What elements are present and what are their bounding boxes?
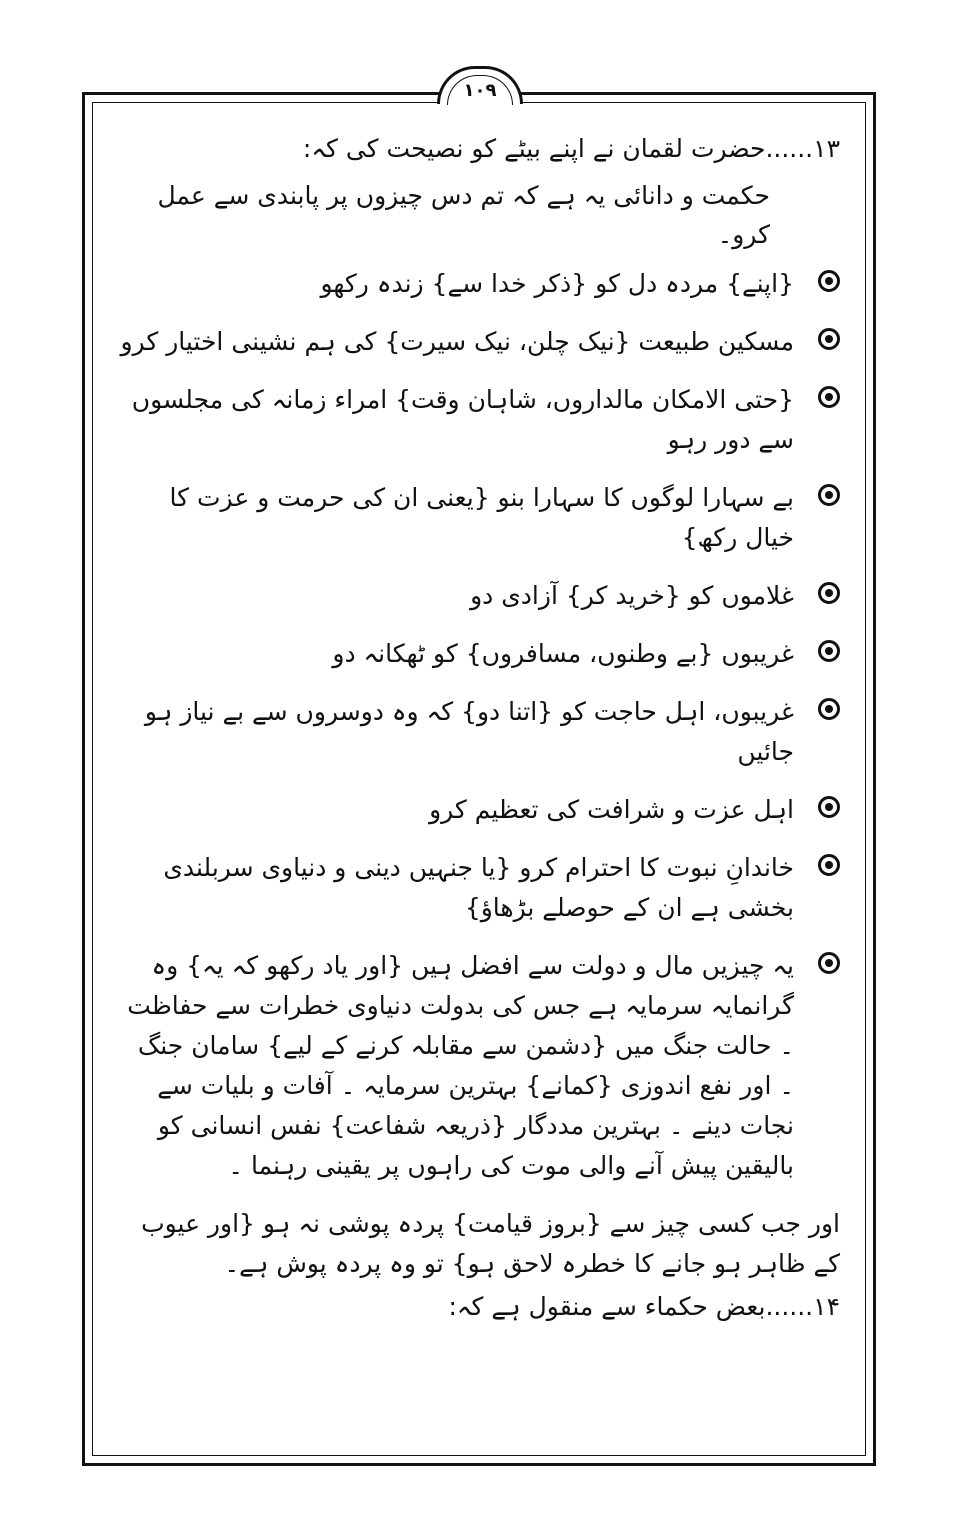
list-item-text: اہل عزت و شرافت کی تعظیم کرو	[429, 795, 794, 825]
list-item	[118, 264, 840, 304]
list-item	[118, 380, 840, 460]
list-item	[118, 692, 840, 772]
list-item	[118, 576, 840, 616]
bullet-icon	[818, 698, 840, 720]
advice-list	[118, 264, 840, 1186]
list-item-text: غلاموں کو {خرید کر} آزادی دو	[470, 581, 794, 611]
section-heading-14: ۱۴......بعض حکماء سے منقول ہے کہ:	[448, 1292, 840, 1322]
bullet-icon	[818, 270, 840, 292]
list-item	[118, 322, 840, 362]
list-item	[118, 946, 840, 1186]
intro-text: حکمت و دانائی یہ ہے کہ تم دس چیزوں پر پابندی سے عمل کرو۔	[157, 180, 770, 249]
bullet-icon	[818, 328, 840, 350]
list-item-text: {حتی الامکان مالداروں، شاہان وقت} امراء زمانہ کی مجلسوں سے دور رہو	[131, 385, 794, 455]
bullet-icon	[818, 796, 840, 818]
bullet-icon	[818, 386, 840, 408]
bullet-icon	[818, 582, 840, 604]
list-item-text: مسکین طبیعت {نیک چلن، نیک سیرت} کی ہم نشینی اختیار کرو	[120, 327, 794, 357]
list-item	[118, 634, 840, 674]
bullet-icon	[818, 484, 840, 506]
list-item-text: بے سہارا لوگوں کا سہارا بنو {یعنی ان کی حرمت و عزت کا خیال رکھ}	[169, 483, 794, 553]
list-item-text: خاندانِ نبوت کا احترام کرو {یا جنہیں دینی و دنیاوی سربلندی بخشی ہے ان کے حوصلے بڑھاؤ}	[163, 853, 794, 923]
page-number: ۱۰۹	[447, 75, 513, 105]
bullet-icon	[818, 854, 840, 876]
bullet-icon	[818, 952, 840, 974]
list-item-text: یہ چیزیں مال و دولت سے افضل ہیں {اور یاد رکھو کہ یہ} وہ گرانمایہ سرمایہ ہے جس کی بدولت دنیاوی خطرات سے حفاظت ۔ حالت جنگ میں {دشمن سے مقابلہ کرنے کے لیے} سامان جنگ ۔ اور نفع اندوزی {کمانے} بہترین سرمایہ ۔ آفات و بلیات سے نجات دینے ۔ بہترین مددگار {ذریعہ شفاعت} نفس انسانی کو بالیقین پیش آنے والی موت کی راہوں پر یقینی رہنما ۔	[127, 951, 794, 1181]
list-item	[118, 848, 840, 928]
list-item-text: غریبوں {بے وطنوں، مسافروں} کو ٹھکانہ دو	[332, 639, 794, 669]
list-item-text: غریبوں، اہل حاجت کو {اتنا دو} کہ وہ دوسروں سے بے نیاز ہو جائیں	[144, 697, 794, 767]
page-content	[118, 130, 840, 1327]
section-heading-13: ۱۳......حضرت لقمان نے اپنے بیٹے کو نصیحت کی کہ:	[302, 134, 840, 163]
list-item-text: {اپنے} مردہ دل کو {ذکر خدا سے} زندہ رکھو	[320, 269, 794, 299]
bullet-icon	[818, 640, 840, 662]
list-item	[118, 478, 840, 558]
list-item	[118, 790, 840, 830]
closing-text: اور جب کسی چیز سے {بروز قیامت} پردہ پوشی نہ ہو {اور عیوب کے ظاہر ہو جانے کا خطرہ لاحق ہو} تو وہ پردہ پوش ہے۔	[141, 1209, 840, 1279]
